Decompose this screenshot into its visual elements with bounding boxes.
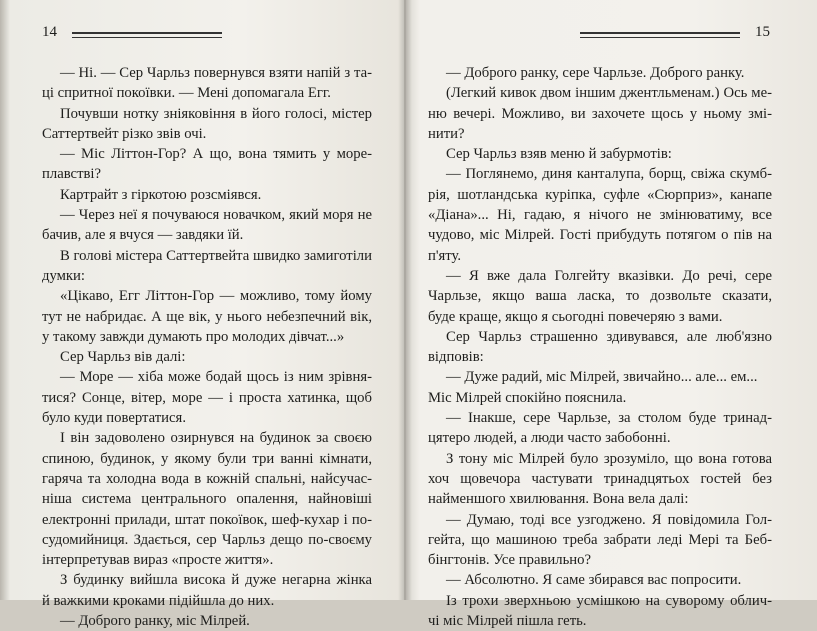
text-line: Почувши нотку зніяковіння в його голосі, містер xyxy=(60,105,372,122)
page-number-right: 15 xyxy=(755,24,770,40)
text-line: бінгтонів. Усе правильно? xyxy=(428,552,592,569)
text-line: Із трохи зверхньою усмішкою на суворому облич- xyxy=(446,592,772,609)
text-line: тися? Сонце, вітер, море — і проста хатинка, щоб xyxy=(42,389,372,406)
header-rule-left xyxy=(72,32,222,38)
text-line: ню вечері. Можливо, ви захочете щось у ньому змі- xyxy=(428,105,772,122)
text-line: Картрайт з гіркотою розсміявся. xyxy=(60,186,262,203)
left-page-header xyxy=(42,24,372,44)
text-line: — Поглянемо, диня канталупа, борщ, свіжа скумб- xyxy=(446,166,772,183)
text-line: (Легкий кивок двом іншим джентльменам.) Ось ме- xyxy=(446,85,772,102)
text-line: Міс Мілрей спокійно пояснила. xyxy=(428,389,627,406)
text-line: бачив, але я вчуся — завдяки їй. xyxy=(42,227,244,244)
text-line: й важкими кроками підійшла до них. xyxy=(42,592,275,609)
text-line: І він задоволено озирнувся на будинок за своєю xyxy=(60,430,372,447)
text-line: — Дуже радий, міс Мілрей, звичайно... але... ем... xyxy=(446,369,758,386)
text-line: Сер Чарльз вів далі: xyxy=(60,349,186,366)
text-line: гейта, що машиною треба забрати леді Мері та Беб- xyxy=(428,531,772,548)
right-page-header xyxy=(428,24,770,44)
text-line: З будинку вийшла висока й дуже негарна жінка xyxy=(60,572,372,589)
text-line: — Через неї я почуваюся новачком, який моря не xyxy=(60,207,372,224)
page-number-left: 14 xyxy=(42,24,57,40)
text-line: найменшого хвилювання. Вона вела далі: xyxy=(428,491,689,508)
text-line: — Ні. — Сер Чарльз повернувся взяти напій з та- xyxy=(60,65,372,81)
text-line: З тону міс Мілрей було зрозуміло, що вона готова xyxy=(446,450,772,467)
text-line: плавстві? xyxy=(42,166,102,183)
text-line: хоч щовечора частувати тринадцятьох гостей без xyxy=(428,470,772,487)
text-line: ці спритної покоївки. — Мені допомагала Егг. xyxy=(42,85,331,102)
text-line: у такому завжди думають про молодих дівчат...» xyxy=(42,328,345,345)
text-line: — Думаю, тоді все узгоджено. Я повідомила Гол- xyxy=(446,511,772,528)
text-line: тут не набридає. А ще вік, у нього небезпечний вік, xyxy=(42,308,372,325)
text-line: п'яту. xyxy=(428,247,462,264)
text-line: спиною, будинок, у якому були три ванні кімнати, xyxy=(42,450,372,467)
text-line: «Цікаво, Егг Літтон-Гор — можливо, тому йому xyxy=(60,288,372,305)
left-page xyxy=(0,0,404,630)
text-line: — Я вже дала Голгейту вказівки. До речі, сере xyxy=(446,267,772,284)
left-page-text xyxy=(42,63,372,631)
text-line: «Діана»... Ні, гадаю, я нічого не змінюватиму, все xyxy=(428,207,772,224)
text-line: — Доброго ранку, сере Чарльзе. Доброго ранку. xyxy=(446,65,745,81)
text-line: гаряча та холодна вода в кожній спальні, найсучас- xyxy=(42,470,372,487)
text-line: Сер Чарльз страшенно здивувався, але люб'язно xyxy=(446,328,772,345)
text-line: думки: xyxy=(42,267,85,284)
text-line: — Інакше, сере Чарльзе, за столом буде тринад- xyxy=(446,410,772,427)
text-line: нити? xyxy=(428,125,465,142)
text-line: чудово, міс Мілрей. Гості прибудуть потягом о пів на xyxy=(428,227,772,244)
text-line: відповів: xyxy=(428,349,484,366)
text-line: Сер Чарльз взяв меню й забурмотів: xyxy=(446,146,672,163)
text-line: судомийниця. Здається, сер Чарльз дещо по-своєму xyxy=(42,531,372,548)
text-line: — Міс Літтон-Гор? А що, вона тямить у море- xyxy=(60,146,372,163)
text-line: буде краще, якщо я сьогодні повечеряю з вами. xyxy=(428,308,723,325)
text-line: рія, шотландська куріпка, суфле «Сюрприз», канапе xyxy=(428,186,772,203)
text-line: чі міс Мілрей пішла геть. xyxy=(428,613,587,630)
text-line: — Море — хіба може бодай щось із ним зрівня- xyxy=(60,369,372,386)
text-line: В голові містера Саттертвейта швидко замиготіли xyxy=(60,247,372,264)
text-line: Чарльзе, якщо ваша ласка, то дозвольте сказати, xyxy=(428,288,772,305)
text-line: ніша система центрального опалення, найновіші xyxy=(42,491,372,508)
text-line: інтерпретував вираз «просте життя». xyxy=(42,552,274,569)
text-line: — Доброго ранку, міс Мілрей. xyxy=(60,613,250,630)
header-rule-right xyxy=(580,32,740,38)
text-line: електронні прилади, штат покоївок, шеф-кухар і по- xyxy=(42,511,372,528)
right-page xyxy=(406,0,817,630)
text-line: цятеро людей, а люди часто забобонні. xyxy=(428,430,671,447)
text-line: було куди повертатися. xyxy=(42,410,186,427)
book-gutter xyxy=(398,0,412,600)
text-line: — Абсолютно. Я саме збирався вас попросити. xyxy=(446,572,742,589)
text-line: Саттертвейт різко звів очі. xyxy=(42,125,207,142)
right-page-text xyxy=(428,63,772,631)
